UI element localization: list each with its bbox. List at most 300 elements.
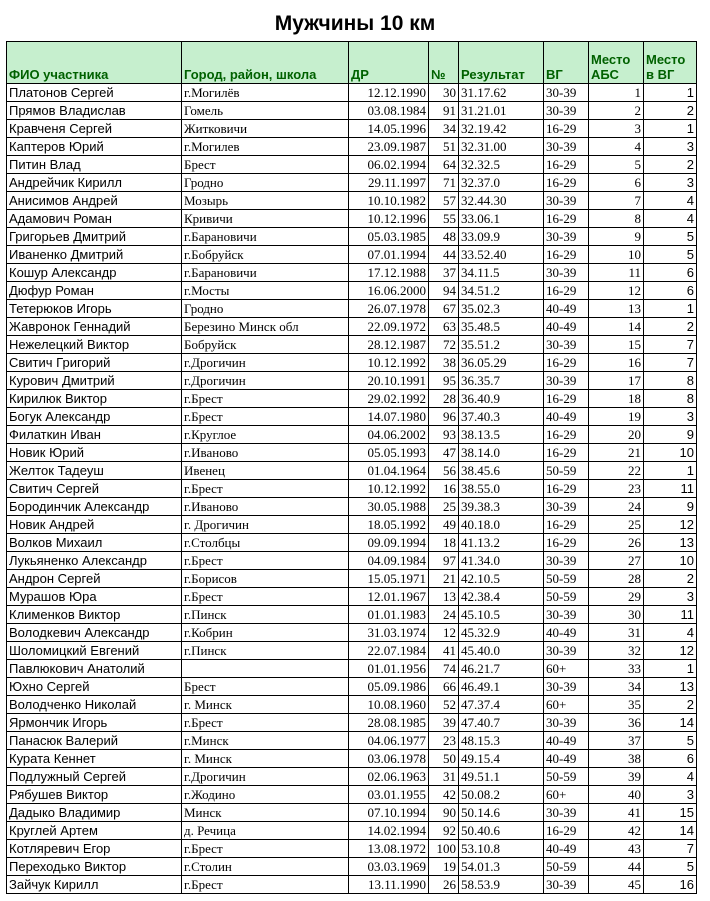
cell-city: г.Столин: [182, 858, 349, 876]
cell-bib: 55: [429, 210, 459, 228]
cell-birthdate: 23.09.1987: [349, 138, 429, 156]
cell-result: 36.05.29: [459, 354, 544, 372]
cell-place-group: 3: [644, 588, 697, 606]
cell-bib: 91: [429, 102, 459, 120]
cell-name: Бородинчик Александр: [7, 498, 182, 516]
cell-result: 33.06.1: [459, 210, 544, 228]
table-row: [7, 858, 697, 876]
cell-age-group: 30-39: [544, 228, 589, 246]
cell-result: 46.21.7: [459, 660, 544, 678]
cell-place-group: 10: [644, 444, 697, 462]
cell-age-group: 16-29: [544, 516, 589, 534]
cell-name: Андрейчик Кирилл: [7, 174, 182, 192]
cell-age-group: 30-39: [544, 192, 589, 210]
cell-city: г. Минск: [182, 696, 349, 714]
cell-result: 53.10.8: [459, 840, 544, 858]
cell-result: 34.11.5: [459, 264, 544, 282]
header-result: Результат: [459, 42, 544, 84]
cell-age-group: 50-59: [544, 462, 589, 480]
cell-place-abs: 22: [589, 462, 644, 480]
cell-age-group: 40-49: [544, 408, 589, 426]
cell-name: Круглей Артем: [7, 822, 182, 840]
cell-birthdate: 16.06.2000: [349, 282, 429, 300]
cell-city: г.Брест: [182, 408, 349, 426]
cell-bib: 67: [429, 300, 459, 318]
table-row: [7, 426, 697, 444]
cell-city: г.Брест: [182, 840, 349, 858]
cell-birthdate: 10.12.1992: [349, 480, 429, 498]
cell-name: Шоломицкий Евгений: [7, 642, 182, 660]
header-city: Город, район, школа: [182, 42, 349, 84]
cell-result: 45.10.5: [459, 606, 544, 624]
cell-result: 33.09.9: [459, 228, 544, 246]
table-row: [7, 696, 697, 714]
cell-city: г.Дрогичин: [182, 372, 349, 390]
cell-place-group: 6: [644, 264, 697, 282]
cell-place-group: 5: [644, 228, 697, 246]
table-row: [7, 408, 697, 426]
table-row: [7, 120, 697, 138]
table-row: [7, 732, 697, 750]
cell-place-abs: 8: [589, 210, 644, 228]
cell-name: Кравченя Сергей: [7, 120, 182, 138]
cell-city: Гомель: [182, 102, 349, 120]
cell-bib: 12: [429, 624, 459, 642]
cell-result: 36.40.9: [459, 390, 544, 408]
table-row: [7, 804, 697, 822]
cell-name: Адамович Роман: [7, 210, 182, 228]
cell-city: г.Брест: [182, 876, 349, 894]
table-row: [7, 192, 697, 210]
cell-place-abs: 30: [589, 606, 644, 624]
cell-bib: 50: [429, 750, 459, 768]
cell-place-abs: 1: [589, 84, 644, 102]
cell-result: 50.40.6: [459, 822, 544, 840]
cell-name: Андрон Сергей: [7, 570, 182, 588]
cell-name: Павлюкович Анатолий: [7, 660, 182, 678]
table-row: [7, 750, 697, 768]
cell-birthdate: 03.03.1969: [349, 858, 429, 876]
table-row: [7, 354, 697, 372]
cell-birthdate: 04.09.1984: [349, 552, 429, 570]
cell-bib: 18: [429, 534, 459, 552]
cell-result: 42.10.5: [459, 570, 544, 588]
cell-city: Гродно: [182, 300, 349, 318]
table-header-row: [7, 42, 697, 84]
cell-result: 37.40.3: [459, 408, 544, 426]
cell-bib: 44: [429, 246, 459, 264]
cell-place-abs: 37: [589, 732, 644, 750]
cell-place-group: 2: [644, 102, 697, 120]
cell-place-group: 7: [644, 336, 697, 354]
table-row: [7, 822, 697, 840]
cell-age-group: 40-49: [544, 732, 589, 750]
cell-bib: 24: [429, 606, 459, 624]
cell-age-group: 30-39: [544, 876, 589, 894]
cell-place-abs: 23: [589, 480, 644, 498]
cell-result: 32.44.30: [459, 192, 544, 210]
cell-birthdate: 10.12.1996: [349, 210, 429, 228]
cell-name: Прямов Владислав: [7, 102, 182, 120]
cell-bib: 93: [429, 426, 459, 444]
cell-place-group: 3: [644, 786, 697, 804]
cell-city: г.Могилёв: [182, 84, 349, 102]
cell-city: г.Брест: [182, 552, 349, 570]
cell-bib: 41: [429, 642, 459, 660]
cell-age-group: 40-49: [544, 750, 589, 768]
cell-place-abs: 11: [589, 264, 644, 282]
cell-bib: 64: [429, 156, 459, 174]
cell-result: 49.51.1: [459, 768, 544, 786]
cell-result: 50.08.2: [459, 786, 544, 804]
table-row: [7, 210, 697, 228]
cell-name: Нежелецкий Виктор: [7, 336, 182, 354]
cell-age-group: 30-39: [544, 606, 589, 624]
cell-birthdate: 22.07.1984: [349, 642, 429, 660]
table-row: [7, 714, 697, 732]
cell-place-abs: 45: [589, 876, 644, 894]
cell-bib: 71: [429, 174, 459, 192]
cell-age-group: 30-39: [544, 678, 589, 696]
cell-bib: 94: [429, 282, 459, 300]
cell-city: Ивенец: [182, 462, 349, 480]
cell-birthdate: 05.03.1985: [349, 228, 429, 246]
cell-bib: 92: [429, 822, 459, 840]
header-birthdate: ДР: [349, 42, 429, 84]
cell-bib: 47: [429, 444, 459, 462]
cell-birthdate: 05.05.1993: [349, 444, 429, 462]
cell-name: Новик Юрий: [7, 444, 182, 462]
cell-age-group: 16-29: [544, 156, 589, 174]
cell-city: г.Брест: [182, 588, 349, 606]
cell-bib: 95: [429, 372, 459, 390]
cell-city: г.Барановичи: [182, 264, 349, 282]
cell-name: Филаткин Иван: [7, 426, 182, 444]
cell-bib: 72: [429, 336, 459, 354]
cell-city: г.Брест: [182, 714, 349, 732]
cell-age-group: 30-39: [544, 138, 589, 156]
table-row: [7, 678, 697, 696]
cell-birthdate: 13.11.1990: [349, 876, 429, 894]
cell-birthdate: 30.05.1988: [349, 498, 429, 516]
cell-name: Дадыко Владимир: [7, 804, 182, 822]
table-row: [7, 642, 697, 660]
cell-result: 32.32.5: [459, 156, 544, 174]
cell-city: г.Барановичи: [182, 228, 349, 246]
cell-place-group: 8: [644, 372, 697, 390]
cell-place-group: 1: [644, 120, 697, 138]
table-row: [7, 264, 697, 282]
cell-place-group: 11: [644, 606, 697, 624]
cell-place-group: 4: [644, 210, 697, 228]
cell-result: 32.31.00: [459, 138, 544, 156]
cell-age-group: 40-49: [544, 840, 589, 858]
cell-place-group: 14: [644, 822, 697, 840]
cell-bib: 28: [429, 390, 459, 408]
cell-place-group: 7: [644, 840, 697, 858]
cell-name: Юхно Сергей: [7, 678, 182, 696]
cell-bib: 57: [429, 192, 459, 210]
cell-birthdate: 04.06.2002: [349, 426, 429, 444]
cell-place-abs: 36: [589, 714, 644, 732]
table-row: [7, 156, 697, 174]
table-row: [7, 84, 697, 102]
cell-place-abs: 44: [589, 858, 644, 876]
cell-place-group: 16: [644, 876, 697, 894]
cell-result: 48.15.3: [459, 732, 544, 750]
cell-place-group: 2: [644, 696, 697, 714]
cell-birthdate: 22.09.1972: [349, 318, 429, 336]
cell-name: Курата Кеннет: [7, 750, 182, 768]
cell-place-group: 9: [644, 426, 697, 444]
table-row: [7, 660, 697, 678]
table-row: [7, 300, 697, 318]
cell-result: 45.40.0: [459, 642, 544, 660]
cell-name: Переходько Виктор: [7, 858, 182, 876]
cell-result: 39.38.3: [459, 498, 544, 516]
table-row: [7, 840, 697, 858]
cell-bib: 13: [429, 588, 459, 606]
cell-birthdate: 14.02.1994: [349, 822, 429, 840]
table-row: [7, 462, 697, 480]
table-row: [7, 138, 697, 156]
table-row: [7, 570, 697, 588]
cell-birthdate: 04.06.1977: [349, 732, 429, 750]
cell-place-abs: 39: [589, 768, 644, 786]
table-row: [7, 372, 697, 390]
cell-place-abs: 40: [589, 786, 644, 804]
cell-result: 32.19.42: [459, 120, 544, 138]
cell-place-group: 5: [644, 732, 697, 750]
cell-city: д. Речица: [182, 822, 349, 840]
cell-place-abs: 5: [589, 156, 644, 174]
cell-city: г.Жодино: [182, 786, 349, 804]
cell-result: 35.48.5: [459, 318, 544, 336]
cell-place-group: 12: [644, 642, 697, 660]
table-row: [7, 606, 697, 624]
cell-result: 36.35.7: [459, 372, 544, 390]
cell-result: 47.40.7: [459, 714, 544, 732]
cell-place-abs: 24: [589, 498, 644, 516]
cell-result: 45.32.9: [459, 624, 544, 642]
cell-bib: 97: [429, 552, 459, 570]
table-row: [7, 786, 697, 804]
cell-place-abs: 4: [589, 138, 644, 156]
cell-name: Желток Тадеуш: [7, 462, 182, 480]
cell-result: 38.14.0: [459, 444, 544, 462]
cell-result: 40.18.0: [459, 516, 544, 534]
cell-city: Мозырь: [182, 192, 349, 210]
cell-age-group: 16-29: [544, 282, 589, 300]
cell-birthdate: 06.02.1994: [349, 156, 429, 174]
cell-place-abs: 33: [589, 660, 644, 678]
cell-place-group: 1: [644, 300, 697, 318]
cell-place-abs: 21: [589, 444, 644, 462]
cell-bib: 23: [429, 732, 459, 750]
cell-place-group: 6: [644, 282, 697, 300]
cell-place-abs: 13: [589, 300, 644, 318]
cell-age-group: 50-59: [544, 588, 589, 606]
cell-bib: 96: [429, 408, 459, 426]
cell-result: 46.49.1: [459, 678, 544, 696]
cell-birthdate: 02.06.1963: [349, 768, 429, 786]
table-row: [7, 174, 697, 192]
cell-city: г. Минск: [182, 750, 349, 768]
cell-birthdate: 28.08.1985: [349, 714, 429, 732]
table-row: [7, 228, 697, 246]
cell-place-group: 1: [644, 660, 697, 678]
cell-city: Бобруйск: [182, 336, 349, 354]
cell-bib: 31: [429, 768, 459, 786]
cell-city: Брест: [182, 678, 349, 696]
cell-bib: 34: [429, 120, 459, 138]
cell-birthdate: 07.01.1994: [349, 246, 429, 264]
cell-place-abs: 2: [589, 102, 644, 120]
cell-name: Григорьев Дмитрий: [7, 228, 182, 246]
cell-place-abs: 19: [589, 408, 644, 426]
cell-name: Новик Андрей: [7, 516, 182, 534]
cell-place-abs: 20: [589, 426, 644, 444]
cell-name: Дюфур Роман: [7, 282, 182, 300]
cell-birthdate: 12.01.1967: [349, 588, 429, 606]
table-row: [7, 876, 697, 894]
cell-age-group: 30-39: [544, 642, 589, 660]
cell-age-group: 16-29: [544, 174, 589, 192]
cell-city: г.Кобрин: [182, 624, 349, 642]
cell-age-group: 30-39: [544, 336, 589, 354]
cell-name: Богук Александр: [7, 408, 182, 426]
cell-bib: 48: [429, 228, 459, 246]
cell-place-abs: 28: [589, 570, 644, 588]
cell-bib: 66: [429, 678, 459, 696]
cell-age-group: 30-39: [544, 102, 589, 120]
cell-name: Каптеров Юрий: [7, 138, 182, 156]
cell-place-abs: 10: [589, 246, 644, 264]
cell-birthdate: 03.06.1978: [349, 750, 429, 768]
cell-name: Иваненко Дмитрий: [7, 246, 182, 264]
table-row: [7, 624, 697, 642]
cell-bib: 74: [429, 660, 459, 678]
cell-bib: 49: [429, 516, 459, 534]
cell-city: Брест: [182, 156, 349, 174]
cell-bib: 16: [429, 480, 459, 498]
cell-result: 42.38.4: [459, 588, 544, 606]
cell-age-group: 60+: [544, 660, 589, 678]
cell-result: 54.01.3: [459, 858, 544, 876]
cell-age-group: 16-29: [544, 480, 589, 498]
cell-place-group: 13: [644, 534, 697, 552]
table-row: [7, 246, 697, 264]
cell-city: Житковичи: [182, 120, 349, 138]
cell-age-group: 40-49: [544, 624, 589, 642]
cell-birthdate: 18.05.1992: [349, 516, 429, 534]
cell-city: г.Иваново: [182, 444, 349, 462]
cell-place-abs: 25: [589, 516, 644, 534]
cell-place-abs: 26: [589, 534, 644, 552]
table-row: [7, 318, 697, 336]
cell-age-group: 50-59: [544, 570, 589, 588]
cell-name: Тетерюков Игорь: [7, 300, 182, 318]
cell-age-group: 30-39: [544, 498, 589, 516]
cell-result: 47.37.4: [459, 696, 544, 714]
cell-bib: 39: [429, 714, 459, 732]
cell-name: Володкевич Александр: [7, 624, 182, 642]
cell-birthdate: 07.10.1994: [349, 804, 429, 822]
cell-result: 31.17.62: [459, 84, 544, 102]
cell-city: г.Минск: [182, 732, 349, 750]
cell-birthdate: 12.12.1990: [349, 84, 429, 102]
table-row: [7, 444, 697, 462]
cell-city: г.Пинск: [182, 606, 349, 624]
page-title: Мужчины 10 км: [274, 12, 436, 35]
table-row: [7, 282, 697, 300]
cell-city: г.Столбцы: [182, 534, 349, 552]
cell-age-group: 60+: [544, 696, 589, 714]
cell-birthdate: 01.01.1956: [349, 660, 429, 678]
cell-place-abs: 43: [589, 840, 644, 858]
cell-birthdate: 01.04.1964: [349, 462, 429, 480]
cell-bib: 90: [429, 804, 459, 822]
cell-age-group: 16-29: [544, 822, 589, 840]
cell-place-abs: 31: [589, 624, 644, 642]
cell-name: Свитич Сергей: [7, 480, 182, 498]
cell-name: Панасюк Валерий: [7, 732, 182, 750]
cell-result: 35.51.2: [459, 336, 544, 354]
cell-place-group: 3: [644, 408, 697, 426]
cell-city: Березино Минск обл: [182, 318, 349, 336]
cell-place-abs: 17: [589, 372, 644, 390]
cell-place-abs: 14: [589, 318, 644, 336]
cell-place-group: 13: [644, 678, 697, 696]
cell-place-group: 10: [644, 552, 697, 570]
cell-result: 38.55.0: [459, 480, 544, 498]
table-row: [7, 102, 697, 120]
cell-age-group: 30-39: [544, 372, 589, 390]
cell-place-group: 4: [644, 624, 697, 642]
cell-birthdate: 03.08.1984: [349, 102, 429, 120]
cell-place-abs: 38: [589, 750, 644, 768]
cell-birthdate: 31.03.1974: [349, 624, 429, 642]
cell-age-group: 16-29: [544, 444, 589, 462]
cell-result: 34.51.2: [459, 282, 544, 300]
cell-place-group: 6: [644, 750, 697, 768]
cell-name: Свитич Григорий: [7, 354, 182, 372]
cell-city: г.Иваново: [182, 498, 349, 516]
cell-result: 35.02.3: [459, 300, 544, 318]
cell-place-abs: 18: [589, 390, 644, 408]
header-bib: №: [429, 42, 459, 84]
cell-result: 49.15.4: [459, 750, 544, 768]
cell-city: г.Брест: [182, 390, 349, 408]
cell-name: Мурашов Юра: [7, 588, 182, 606]
cell-place-abs: 16: [589, 354, 644, 372]
cell-name: Подлужный Сергей: [7, 768, 182, 786]
cell-birthdate: 26.07.1978: [349, 300, 429, 318]
cell-place-abs: 42: [589, 822, 644, 840]
cell-city: г. Дрогичин: [182, 516, 349, 534]
cell-result: 38.13.5: [459, 426, 544, 444]
cell-birthdate: 29.02.1992: [349, 390, 429, 408]
cell-birthdate: 15.05.1971: [349, 570, 429, 588]
header-age-group: ВГ: [544, 42, 589, 84]
cell-age-group: 16-29: [544, 534, 589, 552]
table-row: [7, 480, 697, 498]
cell-place-abs: 6: [589, 174, 644, 192]
cell-birthdate: 10.12.1992: [349, 354, 429, 372]
cell-place-group: 5: [644, 858, 697, 876]
cell-bib: 38: [429, 354, 459, 372]
table-row: [7, 588, 697, 606]
